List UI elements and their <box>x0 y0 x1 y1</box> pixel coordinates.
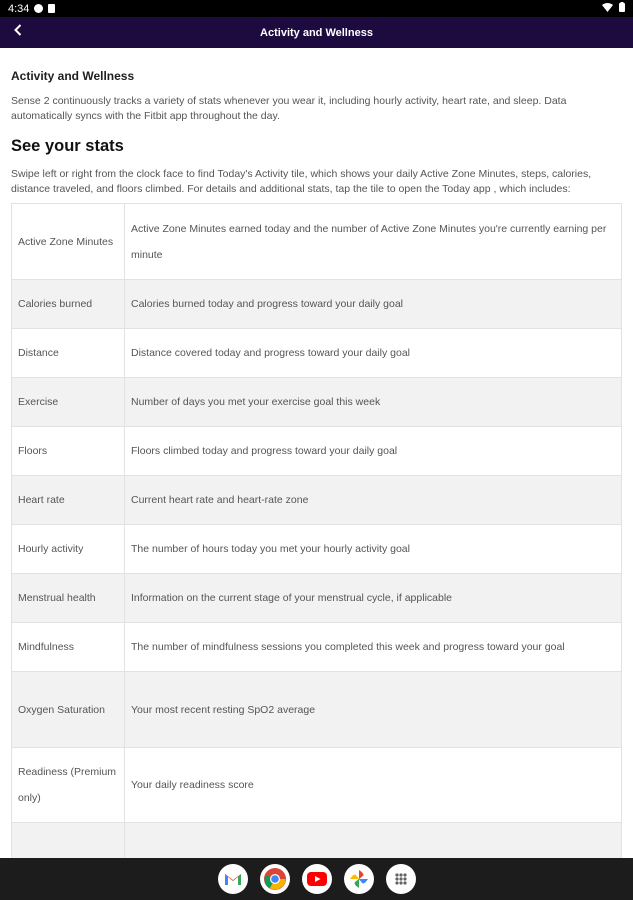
table-row <box>12 476 622 525</box>
table-row <box>12 427 622 476</box>
section-title: Activity and Wellness <box>11 69 135 83</box>
stat-description-cell: The number of hours today you met your hourly activity goal <box>125 525 622 574</box>
stats-heading: See your stats <box>11 137 124 155</box>
gmail-icon[interactable] <box>218 864 248 894</box>
table-row <box>12 823 622 859</box>
stats-table <box>11 203 622 858</box>
table-row <box>12 378 622 427</box>
stat-name-cell: Oxygen Saturation <box>12 672 125 748</box>
stat-description-cell: Current heart rate and heart-rate zone <box>125 476 622 525</box>
page-title: Activity and Wellness <box>260 26 373 39</box>
stat-description-cell: Distance covered today and progress toward your daily goal <box>125 329 622 378</box>
stat-name-cell: Exercise <box>12 378 125 427</box>
table-row <box>12 748 622 823</box>
table-row <box>12 204 622 280</box>
table-row <box>12 280 622 329</box>
intro-paragraph: Sense 2 continuously tracks a variety of stats whenever you wear it, including hourly activity, heart rate, and sleep. Data automatically syncs with the Fitbit app throughout the day. <box>11 95 567 122</box>
stat-description-cell: The number of mindfulness sessions you completed this week and progress toward your goal <box>125 623 622 672</box>
photos-icon[interactable] <box>344 864 374 894</box>
status-bar <box>0 0 633 17</box>
table-row <box>12 623 622 672</box>
clipboard-icon <box>48 4 55 13</box>
table-row <box>12 525 622 574</box>
chevron-left-icon <box>13 23 23 41</box>
stat-description-cell: Your daily readiness score <box>125 748 622 823</box>
stat-name-cell: Hourly activity <box>12 525 125 574</box>
stat-name-cell: Active Zone Minutes <box>12 204 125 280</box>
stat-description-cell: Floors climbed today and progress toward your daily goal <box>125 427 622 476</box>
status-time: 4:34 <box>8 2 30 15</box>
stat-name-cell: Distance <box>12 329 125 378</box>
table-row <box>12 672 622 748</box>
stat-description-cell: Information on the current stage of your menstrual cycle, if applicable <box>125 574 622 623</box>
stat-description-cell: Active Zone Minutes earned today and the number of Active Zone Minutes you're currently earning per minute <box>125 204 622 280</box>
stat-name-cell: Heart rate <box>12 476 125 525</box>
chrome-icon[interactable] <box>260 864 290 894</box>
stat-description-cell: Number of days you met your exercise goal this week <box>125 378 622 427</box>
stat-name-cell <box>12 823 125 859</box>
stat-description-cell: Your most recent resting SpO2 average <box>125 672 622 748</box>
stat-name-cell: Mindfulness <box>12 623 125 672</box>
table-row <box>12 329 622 378</box>
youtube-icon[interactable] <box>302 864 332 894</box>
app-bar <box>0 17 633 48</box>
stat-name-cell: Calories burned <box>12 280 125 329</box>
stat-name-cell: Readiness (Premium only) <box>12 748 125 823</box>
stat-name-cell: Menstrual health <box>12 574 125 623</box>
article-content[interactable] <box>0 48 633 858</box>
back-button[interactable] <box>8 22 28 42</box>
notification-icon <box>34 4 43 13</box>
wifi-icon <box>602 3 613 15</box>
table-row <box>12 574 622 623</box>
battery-icon <box>619 2 625 15</box>
stats-intro-paragraph: Swipe left or right from the clock face to find Today's Activity tile, which shows your daily Active Zone Minutes, steps, calories, distance traveled, and floors climbed. For details and additional stats, tap the tile to open the Today app , which includes: <box>11 168 592 195</box>
stat-name-cell: Floors <box>12 427 125 476</box>
app-drawer-icon[interactable] <box>386 864 416 894</box>
stat-description-cell: Calories burned today and progress toward your daily goal <box>125 280 622 329</box>
stat-description-cell <box>125 823 622 859</box>
app-dock <box>0 858 633 900</box>
